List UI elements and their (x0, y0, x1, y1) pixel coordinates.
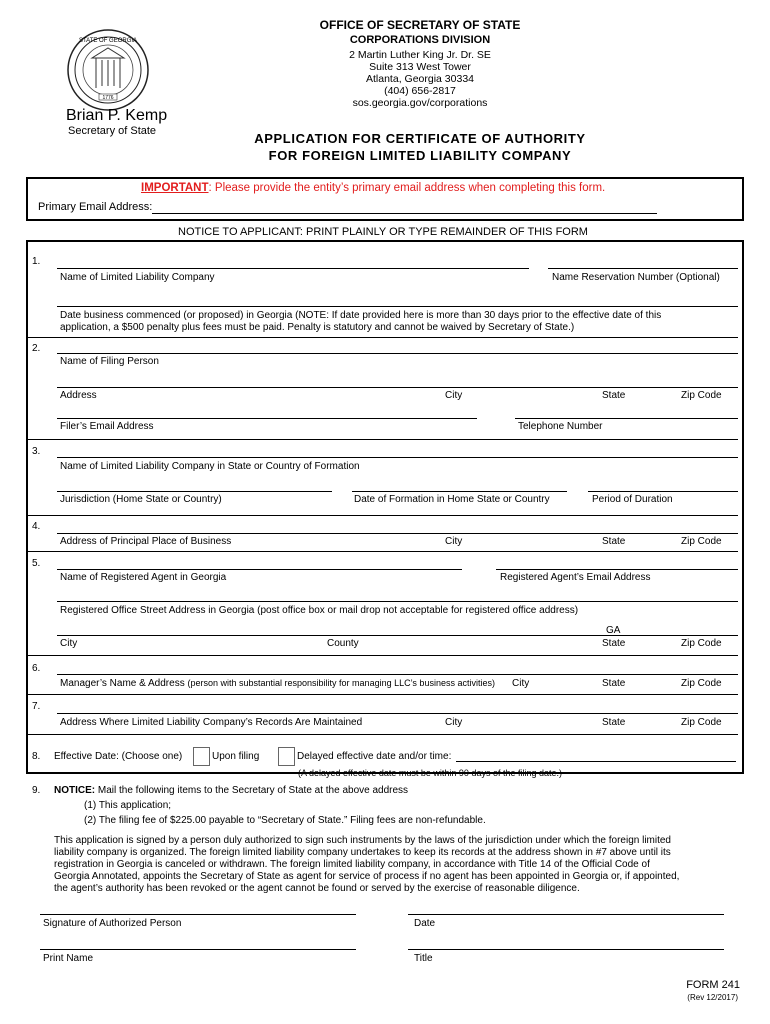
filer-state-label: State (602, 390, 626, 401)
llc-name-field[interactable] (57, 268, 529, 269)
attestation-paragraph (54, 835, 744, 895)
mailing-item-1: (1) This application; (84, 800, 172, 811)
section-divider (28, 337, 738, 338)
attestation-line: Georgia Annotated, appoints the Secretary of State as agent for service of process if no agent has been appointed in Georgia or, if appointed, (54, 871, 680, 882)
notice-to-applicant: NOTICE TO APPLICANT: PRINT PLAINLY OR TYPE REMAINDER OF THIS FORM (178, 226, 588, 238)
filer-phone-label: Telephone Number (518, 421, 603, 432)
reservation-number-field[interactable] (548, 268, 738, 269)
records-address-label: Address Where Limited Liability Company’s Records Are Maintained (60, 717, 363, 728)
title-field[interactable] (408, 949, 724, 950)
filer-email-label: Filer’s Email Address (60, 421, 154, 432)
manager-state-label: State (602, 678, 626, 689)
section-divider (28, 694, 738, 695)
section-2-number: 2. (32, 343, 41, 354)
primary-email-field[interactable] (152, 213, 657, 214)
jurisdiction-field[interactable] (57, 491, 332, 492)
address-line-3: Atlanta, Georgia 30334 (366, 73, 474, 85)
registered-zip-label: Zip Code (681, 638, 722, 649)
agent-email-label: Registered Agent’s Email Address (500, 572, 651, 583)
mailing-item-2: (2) The filing fee of $225.00 payable to “Secretary of State.” Filing fees are non-refundable. (84, 815, 486, 826)
signature-label: Signature of Authorized Person (43, 918, 182, 929)
section-divider (28, 734, 738, 735)
principal-state-label: State (602, 536, 626, 547)
filer-name-label: Name of Filing Person (60, 356, 159, 367)
state-seal (66, 28, 150, 112)
manager-label (60, 678, 495, 689)
date-field[interactable] (408, 914, 724, 915)
registered-office-label: Registered Office Street Address in Georgia (post office box or mail drop not acceptable for registered office address) (60, 605, 579, 616)
upon-filing-label: Upon filing (212, 751, 260, 762)
delayed-date-checkbox[interactable] (278, 747, 295, 766)
office-title: OFFICE OF SECRETARY OF STATE (319, 18, 521, 32)
mailing-notice-label: NOTICE: (54, 785, 96, 796)
principal-address-field[interactable] (57, 533, 738, 534)
form-number: FORM 241 (686, 979, 740, 991)
principal-address-label: Address of Principal Place of Business (60, 536, 232, 547)
form-title-line-1: APPLICATION FOR CERTIFICATE OF AUTHORITY (254, 131, 586, 146)
attestation-line: registration in Georgia is canceled or withdrawn. The foreign limited liability company, in accordance with Title 14 of the Official Code of (54, 859, 650, 870)
registered-county-label: County (327, 638, 359, 649)
registered-state-value: GA (606, 625, 621, 636)
filer-email-field[interactable] (57, 418, 477, 419)
important-label: IMPORTANT (141, 182, 209, 194)
date-commenced-label: Date business commenced (or proposed) in Georgia (NOTE: If date provided here is more than 30 days prior to the effective date of this (60, 310, 662, 321)
records-address-field[interactable] (57, 713, 738, 714)
filer-zip-label: Zip Code (681, 390, 722, 401)
duration-field[interactable] (588, 491, 738, 492)
registered-city-label: City (60, 638, 78, 649)
delayed-date-field[interactable] (456, 761, 736, 762)
upon-filing-checkbox[interactable] (193, 747, 210, 766)
records-city-label: City (445, 717, 463, 728)
address-line-2: Suite 313 West Tower (369, 61, 471, 73)
section-6-number: 6. (32, 663, 41, 674)
section-1-number: 1. (32, 256, 41, 267)
llc-formation-name-label: Name of Limited Liability Company in State or Country of Formation (60, 461, 360, 472)
records-zip-label: Zip Code (681, 717, 722, 728)
effective-date-label: Effective Date: (Choose one) (54, 751, 183, 762)
important-text: : Please provide the entity’s primary email address when completing this form. (208, 182, 606, 194)
print-name-label: Print Name (43, 953, 94, 964)
office-website: sos.georgia.gov/corporations (352, 97, 488, 109)
llc-name-label: Name of Limited Liability Company (60, 272, 215, 283)
office-phone: (404) 656-2817 (384, 85, 456, 97)
attestation-line: the agent’s authority has been revoked or the agent cannot be found or served by the exercise of reasonable diligence. (54, 883, 580, 894)
manager-city-label: City (512, 678, 530, 689)
section-4-number: 4. (32, 521, 41, 532)
signature-field[interactable] (40, 914, 356, 915)
mailing-notice (54, 785, 408, 796)
manager-field[interactable] (57, 674, 738, 675)
important-notice (141, 182, 605, 194)
section-divider (28, 655, 738, 656)
section-5-number: 5. (32, 558, 41, 569)
manager-label-text: Manager’s Name & Address (60, 678, 185, 689)
division-title: CORPORATIONS DIVISION (349, 34, 491, 46)
section-divider (28, 439, 738, 440)
date-formation-label: Date of Formation in Home State or Country (354, 494, 550, 505)
delayed-date-note: (A delayed effective date must be within 90 days of the filing date.) (298, 768, 562, 778)
filer-address-label: Address (60, 390, 97, 401)
date-commenced-field[interactable] (57, 306, 738, 307)
records-state-label: State (602, 717, 626, 728)
registered-office-field[interactable] (57, 601, 738, 602)
registered-state-label: State (602, 638, 626, 649)
date-commenced-note: application, a $500 penalty plus fees must be paid. Penalty is statutory and cannot be waived by Secretary of State.) (60, 322, 575, 333)
title-label: Title (414, 953, 433, 964)
official-title: Secretary of State (68, 125, 157, 137)
official-name: Brian P. Kemp (66, 107, 168, 124)
principal-zip-label: Zip Code (681, 536, 722, 547)
date-formation-field[interactable] (352, 491, 567, 492)
agent-name-field[interactable] (57, 569, 462, 570)
attestation-line: liability company is organized. The foreign limited liability company undertakes to keep its records at the address shown in #7 above until its (54, 847, 671, 858)
principal-city-label: City (445, 536, 463, 547)
seal-text: STATE OF GEORGIA (78, 38, 138, 44)
section-7-number: 7. (32, 701, 41, 712)
section-divider (28, 551, 738, 552)
primary-email-label: Primary Email Address: (38, 201, 153, 213)
filer-address-field[interactable] (57, 387, 738, 388)
registered-city-field[interactable] (57, 635, 738, 636)
agent-name-label: Name of Registered Agent in Georgia (60, 572, 227, 583)
reservation-label: Name Reservation Number (Optional) (552, 272, 720, 283)
jurisdiction-label: Jurisdiction (Home State or Country) (60, 494, 222, 505)
form-revision: (Rev 12/2017) (687, 993, 738, 1002)
address-line-1: 2 Martin Luther King Jr. Dr. SE (349, 49, 491, 61)
mailing-notice-text: Mail the following items to the Secretary of State at the above address (97, 785, 409, 796)
form-title-line-2: FOR FOREIGN LIMITED LIABILITY COMPANY (268, 148, 572, 163)
date-label: Date (414, 918, 436, 929)
seal-year: 1776 (102, 95, 114, 101)
filer-city-label: City (445, 390, 463, 401)
filer-phone-field[interactable] (515, 418, 738, 419)
attestation-line: This application is signed by a person duly authorized to sign such instruments by the laws of the jurisdiction under which the foreign limited (54, 835, 671, 846)
section-3-number: 3. (32, 446, 41, 457)
section-9-number: 9. (32, 785, 41, 796)
llc-formation-name-field[interactable] (57, 457, 738, 458)
manager-note: (person with substantial responsibility for managing LLC’s business activities) (187, 678, 495, 688)
print-name-field[interactable] (40, 949, 356, 950)
manager-zip-label: Zip Code (681, 678, 722, 689)
section-8-number: 8. (32, 751, 41, 762)
section-divider (28, 515, 738, 516)
delayed-date-label: Delayed effective date and/or time: (297, 751, 452, 762)
agent-email-field[interactable] (496, 569, 738, 570)
duration-label: Period of Duration (592, 494, 673, 505)
filer-name-field[interactable] (57, 353, 738, 354)
